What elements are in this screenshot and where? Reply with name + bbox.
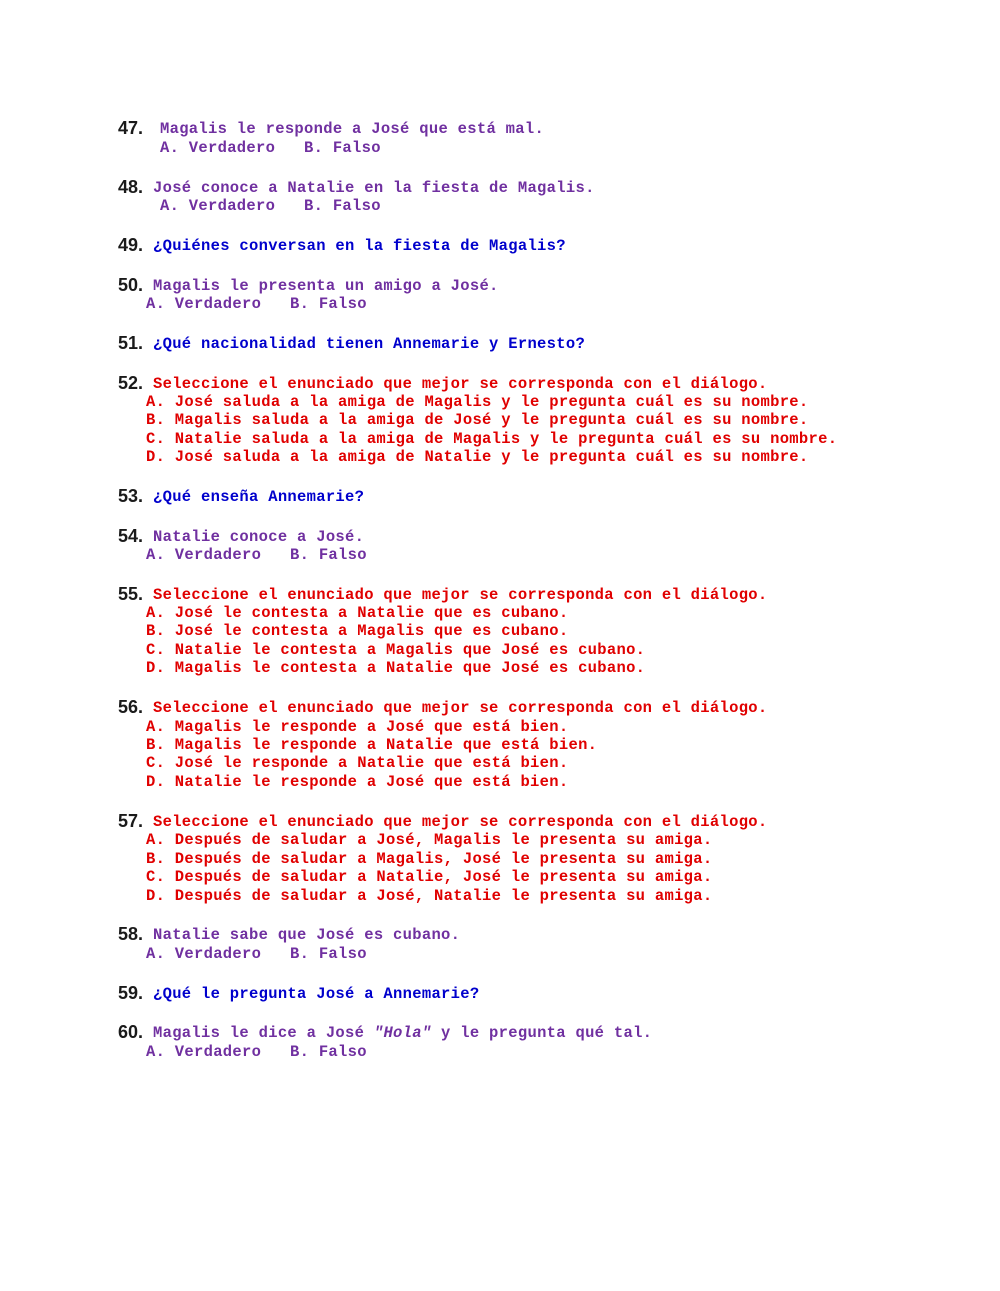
question-52-option-b[interactable]: B. Magalis saluda a la amiga de José y le pregunta cuál es su nombre. (146, 411, 809, 429)
question-number-50: 50. (118, 275, 144, 295)
question-55-option-a[interactable]: A. José le contesta a Natalie que es cubano. (146, 604, 569, 622)
question-52-option-a[interactable]: A. José saluda a la amiga de Magalis y le pregunta cuál es su nombre. (146, 393, 809, 411)
question-48-text: José conoce a Natalie en la fiesta de Magalis. (153, 179, 595, 197)
question-number-56: 56. (118, 697, 144, 717)
question-52-option-d[interactable]: D. José saluda a la amiga de Natalie y le pregunta cuál es su nombre. (146, 448, 809, 466)
question-55-option-d[interactable]: D. Magalis le contesta a Natalie que José es cubano. (146, 659, 646, 677)
question-number-57: 57. (118, 811, 144, 831)
question-number-53: 53. (118, 486, 144, 506)
question-57-option-a[interactable]: A. Después de saludar a José, Magalis le presenta su amiga. (146, 831, 713, 849)
question-number-51: 51. (118, 333, 144, 353)
question-52-option-c[interactable]: C. Natalie saluda a la amiga de Magalis y le pregunta cuál es su nombre. (146, 430, 838, 448)
question-55-option-c[interactable]: C. Natalie le contesta a Magalis que José es cubano. (146, 641, 646, 659)
question-57-option-d[interactable]: D. Después de saludar a José, Natalie le presenta su amiga. (146, 887, 713, 905)
question-60-text-italic: "Hola" (373, 1024, 432, 1042)
question-60-options[interactable]: A. Verdadero B. Falso (146, 1043, 367, 1061)
question-60-text (153, 1024, 652, 1042)
question-58-options[interactable]: A. Verdadero B. Falso (146, 945, 367, 963)
question-55-option-b[interactable]: B. José le contesta a Magalis que es cubano. (146, 622, 569, 640)
question-56-option-b[interactable]: B. Magalis le responde a Natalie que está bien. (146, 736, 598, 754)
question-57-option-c[interactable]: C. Después de saludar a Natalie, José le presenta su amiga. (146, 868, 713, 886)
question-number-55: 55. (118, 584, 144, 604)
question-number-54: 54. (118, 526, 144, 546)
question-number-58: 58. (118, 924, 144, 944)
question-60-text-after: y le pregunta qué tal. (431, 1024, 653, 1042)
question-48-options[interactable]: A. Verdadero B. Falso (160, 197, 381, 215)
question-number-49: 49. (118, 235, 144, 255)
question-54-options[interactable]: A. Verdadero B. Falso (146, 546, 367, 564)
question-53-text: ¿Qué enseña Annemarie? (153, 488, 365, 506)
question-56-option-d[interactable]: D. Natalie le responde a José que está bien. (146, 773, 569, 791)
question-49-text: ¿Quiénes conversan en la fiesta de Magalis? (153, 237, 566, 255)
question-number-52: 52. (118, 373, 144, 393)
question-59-text: ¿Qué le pregunta José a Annemarie? (153, 985, 480, 1003)
question-50-text: Magalis le presenta un amigo a José. (153, 277, 499, 295)
question-number-47: 47. (118, 118, 144, 138)
question-55-text: Seleccione el enunciado que mejor se corresponda con el diálogo. (153, 586, 768, 604)
question-47-text: Magalis le responde a José que está mal. (160, 120, 545, 138)
question-52-text: Seleccione el enunciado que mejor se corresponda con el diálogo. (153, 375, 768, 393)
question-50-options[interactable]: A. Verdadero B. Falso (146, 295, 367, 313)
question-number-60: 60. (118, 1022, 144, 1042)
question-56-option-a[interactable]: A. Magalis le responde a José que está bien. (146, 718, 569, 736)
question-56-text: Seleccione el enunciado que mejor se corresponda con el diálogo. (153, 699, 768, 717)
question-54-text: Natalie conoce a José. (153, 528, 365, 546)
question-60-text-before: Magalis le dice a José (153, 1024, 374, 1042)
question-47-options[interactable]: A. Verdadero B. Falso (160, 139, 381, 157)
question-56-option-c[interactable]: C. José le responde a Natalie que está bien. (146, 754, 569, 772)
question-number-59: 59. (118, 983, 144, 1003)
question-51-text: ¿Qué nacionalidad tienen Annemarie y Ernesto? (153, 335, 586, 353)
question-57-text: Seleccione el enunciado que mejor se corresponda con el diálogo. (153, 813, 768, 831)
question-57-option-b[interactable]: B. Después de saludar a Magalis, José le presenta su amiga. (146, 850, 713, 868)
question-number-48: 48. (118, 177, 144, 197)
question-58-text: Natalie sabe que José es cubano. (153, 926, 461, 944)
